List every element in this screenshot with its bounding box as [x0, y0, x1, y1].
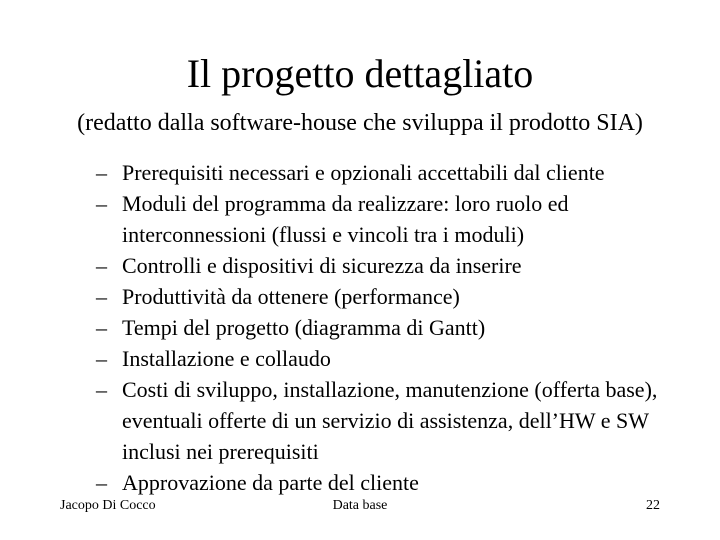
- bullet-item: [96, 467, 696, 498]
- dash-marker-icon: –: [96, 315, 107, 340]
- bullet-text: Costi di sviluppo, installazione, manutenzione (offerta base), eventuali offerte di un servizio di assistenza, dell’HW e SW inclusi nei prerequisiti: [122, 377, 658, 464]
- bullet-item: [96, 281, 696, 312]
- bullet-text: Tempi del progetto (diagramma di Gantt): [122, 315, 486, 340]
- dash-marker-icon: –: [96, 160, 107, 185]
- slide-title: Il progetto dettagliato: [186, 51, 534, 96]
- dash-marker-icon: –: [96, 470, 107, 495]
- dash-marker-icon: –: [96, 284, 107, 309]
- bullet-list: [96, 157, 696, 498]
- footer-topic: Data base: [332, 498, 388, 513]
- bullet-item: [96, 312, 696, 343]
- bullet-item: [96, 188, 696, 250]
- dash-marker-icon: –: [96, 346, 107, 371]
- dash-marker-icon: –: [96, 377, 107, 402]
- bullet-text: Produttività da ottenere (performance): [122, 284, 460, 309]
- slide-subtitle: (redatto dalla software-house che sviluppa il prodotto SIA): [77, 110, 643, 136]
- bullet-text: Installazione e collaudo: [122, 346, 331, 371]
- dash-marker-icon: –: [96, 253, 107, 278]
- footer-page-number: 22: [646, 498, 660, 513]
- bullet-text: Approvazione da parte del cliente: [122, 470, 419, 495]
- bullet-item: [96, 374, 696, 467]
- bullet-text: Prerequisiti necessari e opzionali accettabili dal cliente: [122, 160, 605, 185]
- bullet-text: Moduli del programma da realizzare: loro ruolo ed interconnessioni (flussi e vincoli tra i moduli): [122, 191, 569, 247]
- bullet-text: Controlli e dispositivi di sicurezza da inserire: [122, 253, 522, 278]
- footer-author: Jacopo Di Cocco: [60, 498, 156, 513]
- bullet-item: [96, 250, 696, 281]
- bullet-item: [96, 343, 696, 374]
- dash-marker-icon: –: [96, 191, 107, 216]
- bullet-item: [96, 157, 696, 188]
